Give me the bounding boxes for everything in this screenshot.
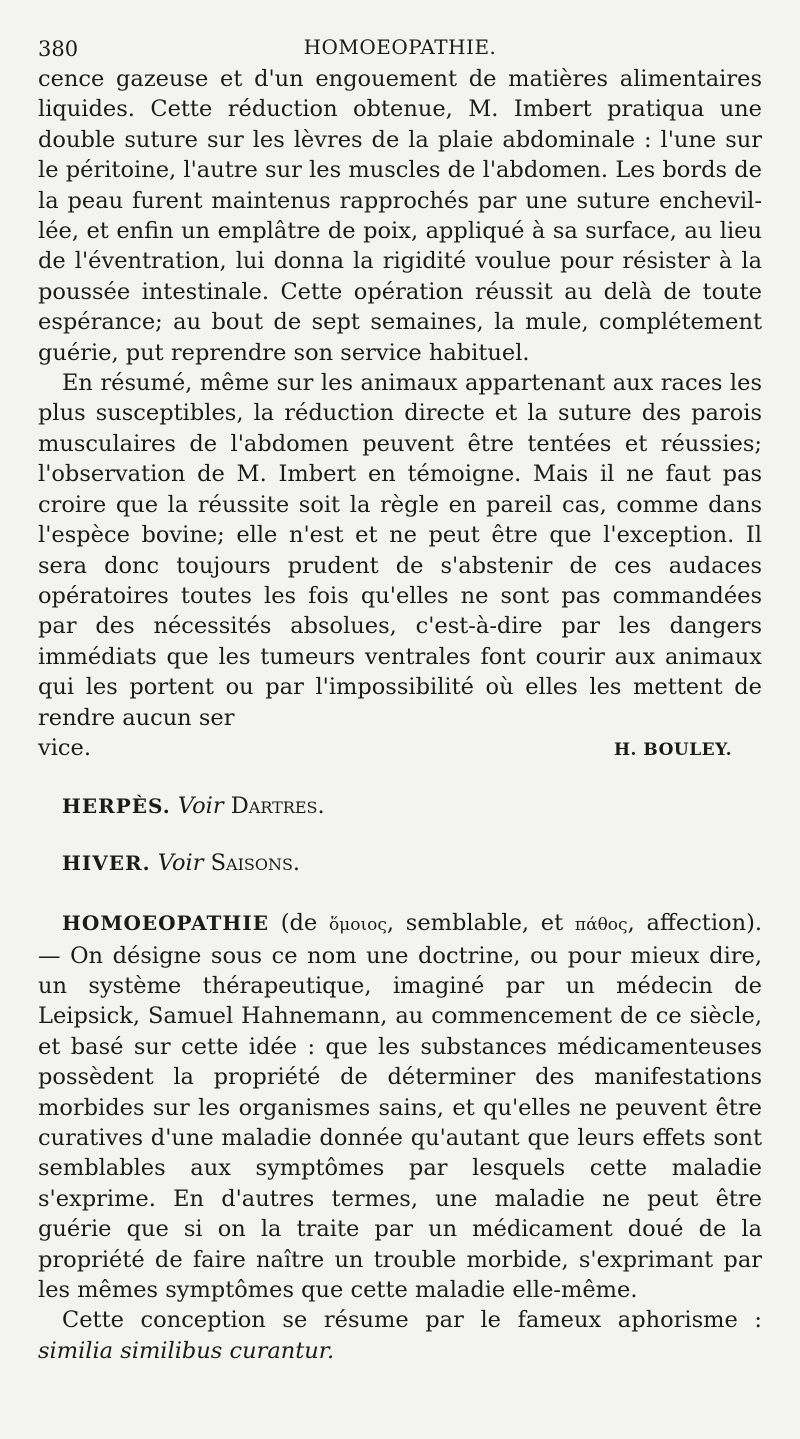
author-signature: [614, 735, 762, 765]
definition-text: On désigne sous ce nom une doctrine, ou pour mieux dire, un système thérapeutique, imaginé par un médecin de Leipsick, Samuel Hahnemann, au commencement de ce siècle, et basé sur cette idée : que les substances médicamenteuses possèdent la propriété de déterminer des manifestations morbides sur les organismes sains, et qu'elles ne peuvent être curatives d'une maladie donnée qu'autant que leurs effets sont semblables aux symptômes par lesquels cette maladie s'exprime. En d'autres termes, une maladie ne peut être guérie que si on la traite par un médicament doué de la propriété de faire naître un trouble morbide, s'exprimant par les mêmes symptômes que cette maladie elle-même.: [38, 942, 762, 1304]
etymology-open: (de: [280, 910, 318, 937]
cross-reference: Saisons.: [210, 849, 301, 876]
paragraph-definition: [38, 908, 762, 1305]
etymology-close: , affection). —: [38, 910, 762, 969]
see-label: Voir: [157, 849, 204, 876]
paragraph-continuation: cence gazeuse et d'un engouement de matières alimentaires liquides. Cette réduction obtenue, M. Imbert pratiqua une double suture sur les lèvres de la plaie abdominale : l'une sur le péritoine, l'autre sur les muscles de l'abdomen. Les bords de la peau furent maintenus rapprochés par une suture enchevillée, et enfin un emplâtre de poix, appliqué à sa surface, au lieu de l'éventration, lui donna la rigidité voulue pour résister à la poussée intestinale. Cette opération réussit au delà de toute espérance; au bout de sept semaines, la mule, complétement guérie, put reprendre son service habituel.: [38, 66, 762, 366]
signature-line: [38, 733, 762, 765]
last-word: vice.: [38, 734, 91, 761]
etymology-mid: , semblable, et: [386, 910, 564, 937]
author-signature-text: H. BOULEY.: [614, 739, 732, 760]
paragraph-summary-text: En résumé, même sur les animaux appartenant aux races les plus susceptibles, la réduction directe et la suture des parois musculaires de l'abdomen peuvent être tentées et réussies; l'observation de M. Imbert en témoigne. Mais il ne faut pas croire que la réussite soit la règle en pareil cas, comme dans l'espèce bovine; elle n'est et ne peut être que l'exception. Il sera donc toujours prudent de s'abstenir de ces audaces opératoires toutes les fois qu'elles ne sont pas commandées par des nécessités absolues, c'est-à-dire par les dangers immédiats que les tumeurs ventrales font courir aux animaux qui les portent ou par l'impossibilité où elles les mettent de rendre aucun ser: [38, 370, 762, 731]
running-title: HOMOEOPATHIE.: [303, 35, 497, 59]
headword-homoeopathie: HOMOEOPATHIE: [62, 911, 269, 936]
entry-herpes: [38, 791, 762, 821]
entry-homoeopathie: [38, 908, 762, 1366]
see-label: Voir: [177, 793, 224, 820]
headword-hiver: HIVER.: [62, 850, 151, 875]
continued-article: [38, 64, 762, 765]
aphorism-latin: similia similibus curantur.: [38, 1337, 335, 1364]
aphorism-lead: Cette conception se résume par le fameux aphorisme :: [62, 1307, 762, 1334]
paragraph-summary: [38, 368, 762, 733]
greek-word-homoios: ὅμοιος: [328, 915, 387, 936]
paragraph-aphorism: [38, 1305, 762, 1366]
greek-word-pathos: πάθος: [574, 915, 628, 936]
entry-hiver: [38, 848, 762, 878]
cross-reference: Dartres.: [230, 793, 325, 820]
running-head: [38, 30, 762, 64]
page-number: 380: [38, 37, 79, 61]
headword-herpes: HERPÈS.: [62, 794, 171, 819]
